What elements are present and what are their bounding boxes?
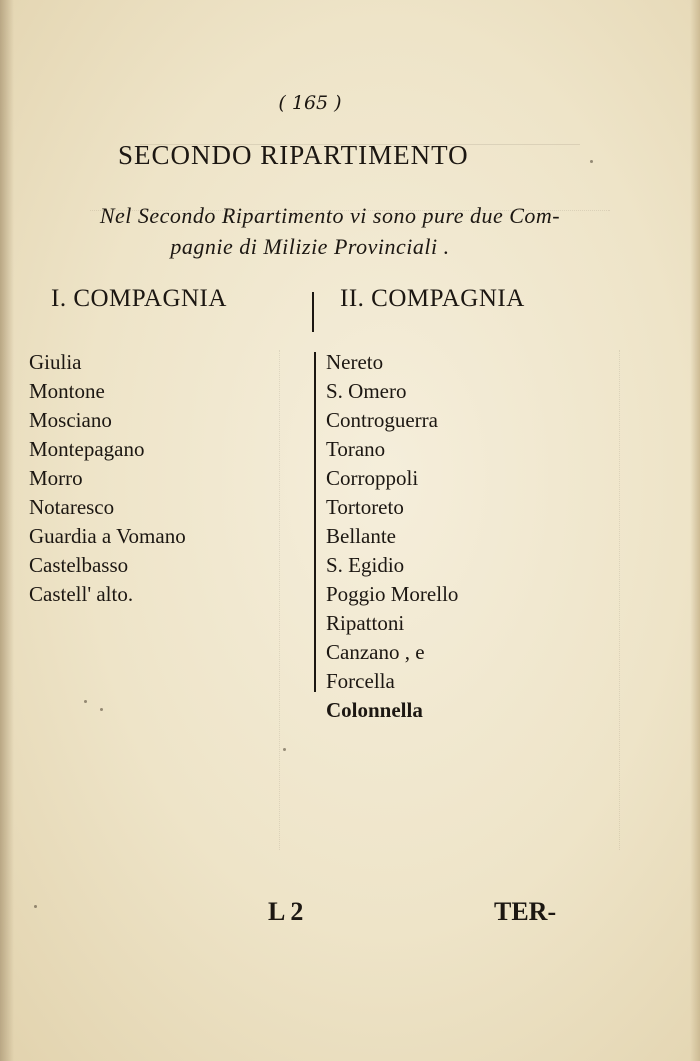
section-title: SECONDO RIPARTIMENTO <box>118 140 469 170</box>
list-item: Canzano , e <box>326 640 425 664</box>
list-item: Castelbasso <box>29 553 129 577</box>
signature-mark: L 2 <box>268 897 304 926</box>
list-item: Poggio Morello <box>326 582 459 606</box>
catchword: TER- <box>494 897 557 926</box>
intro-line-1: Nel Secondo Ripartimento vi sono pure due Com- <box>99 203 561 228</box>
page-number: ( 165 ) <box>278 92 342 114</box>
list-item: Tortoreto <box>326 495 404 519</box>
list-item: Castell' alto. <box>29 582 134 606</box>
list-item: Corroppoli <box>326 466 419 490</box>
list-item: Ripattoni <box>326 611 405 635</box>
right-company-list <box>326 348 458 725</box>
paper-speck <box>84 700 87 703</box>
column-divider <box>314 352 316 692</box>
page-left-edge <box>0 0 14 1061</box>
list-item: Montone <box>29 379 105 403</box>
list-item: Torano <box>326 437 386 461</box>
intro-line-2: pagnie di Milizie Provinciali . <box>170 234 450 259</box>
list-item: Montepagano <box>29 437 145 461</box>
list-item: Guardia a Vomano <box>29 524 186 548</box>
left-column-header: I. COMPAGNIA <box>51 285 227 312</box>
column-divider-top <box>312 292 314 332</box>
right-column-header: II. COMPAGNIA <box>340 285 525 312</box>
list-item: S. Egidio <box>326 553 405 577</box>
paper-speck <box>283 748 286 751</box>
list-item: Mosciano <box>29 408 112 432</box>
list-item: Nereto <box>326 350 384 374</box>
paper-speck <box>100 708 103 711</box>
list-item: Controguerra <box>326 408 438 432</box>
intro-paragraph <box>60 200 600 262</box>
left-company-list <box>29 348 186 609</box>
list-item: Giulia <box>29 350 82 374</box>
list-item: S. Omero <box>326 379 407 403</box>
paper-speck <box>34 905 37 908</box>
list-item: Notaresco <box>29 495 115 519</box>
list-item: Colonnella <box>326 698 423 722</box>
list-item: Morro <box>29 466 83 490</box>
paper-speck <box>590 160 593 163</box>
list-item: Forcella <box>326 669 395 693</box>
page-right-edge <box>690 0 700 1061</box>
list-item: Bellante <box>326 524 396 548</box>
